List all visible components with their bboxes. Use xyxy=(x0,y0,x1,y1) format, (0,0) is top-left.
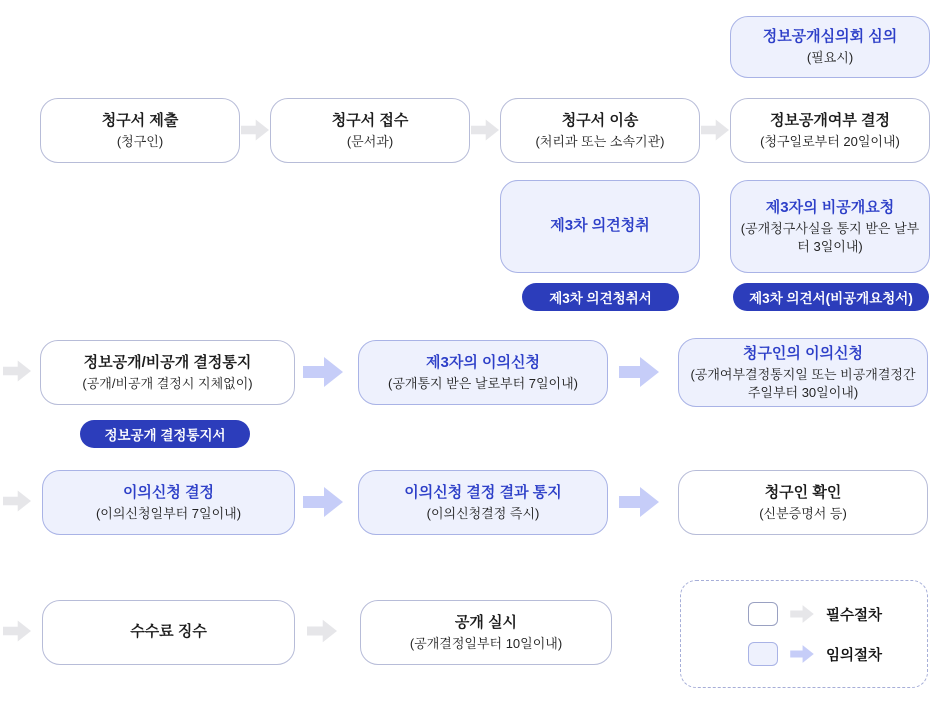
flow-arrow-right-icon xyxy=(618,355,660,389)
legend-optional-label: 임의절차 xyxy=(826,647,883,664)
box-title: 정보공개/비공개 결정통지 xyxy=(83,353,252,371)
flow-arrow-right-icon xyxy=(3,358,31,384)
badge-decision-notice-doc: 정보공개 결정통지서 xyxy=(80,420,250,448)
optional-step-swatch xyxy=(748,642,778,666)
badge-third-party-opinion-doc: 제3차 의견서(비공개요청서) xyxy=(733,283,929,311)
flow-arrow-right-icon xyxy=(307,618,337,644)
box-title: 제3자의 이의신청 xyxy=(426,353,540,371)
legend-required-label: 필수절차 xyxy=(826,607,883,624)
box-title: 수수료 징수 xyxy=(130,623,207,641)
box-title: 제3자의 비공개요청 xyxy=(765,198,895,216)
box-title: 청구서 제출 xyxy=(101,111,179,129)
box-title: 제3차 의견청취 xyxy=(550,217,650,235)
flow-arrow-right-icon xyxy=(241,118,269,142)
box-subtitle: (공개여부결정통지일 또는 비공개결정간주일부터 30일이내) xyxy=(690,367,916,400)
flow-arrow-right-icon xyxy=(302,355,344,389)
box-title: 청구인 확인 xyxy=(764,483,842,501)
badge-third-party-hearing-doc: 제3차 의견청취서 xyxy=(522,283,679,311)
box-request-submit xyxy=(40,98,240,163)
box-title: 이의신청 결정 xyxy=(122,483,215,501)
flow-arrow-right-icon xyxy=(701,118,729,142)
box-disclosure-execution xyxy=(360,600,612,665)
box-subtitle: (문서과) xyxy=(346,133,394,149)
box-title: 이의신청 결정 결과 통지 xyxy=(404,483,562,501)
box-disclosure-review-committee xyxy=(730,16,930,78)
box-decision-notice xyxy=(40,340,295,405)
box-third-party-hearing xyxy=(500,180,700,273)
flow-arrow-right-icon xyxy=(790,644,814,664)
box-subtitle: (공개결정일부터 10일이내) xyxy=(409,635,563,651)
box-title: 청구서 이송 xyxy=(561,111,639,129)
box-objection-decision xyxy=(42,470,295,535)
legend-item-optional xyxy=(748,642,882,666)
box-title: 정보공개심의회 심의 xyxy=(762,28,898,46)
flow-arrow-right-icon xyxy=(790,604,814,624)
flow-arrow-right-icon xyxy=(302,485,344,519)
box-title: 정보공개여부 결정 xyxy=(769,111,891,129)
box-request-receive xyxy=(270,98,470,163)
box-subtitle: (청구인) xyxy=(116,133,164,149)
box-title: 청구서 접수 xyxy=(331,111,409,129)
box-title: 공개 실시 xyxy=(454,613,518,631)
box-third-party-nondisclosure-request xyxy=(730,180,930,273)
legend-item-required xyxy=(748,602,882,626)
box-fee-collection xyxy=(42,600,295,665)
flow-arrow-right-icon xyxy=(3,618,31,644)
legend-box xyxy=(680,580,928,688)
flow-arrow-right-icon xyxy=(618,485,660,519)
box-third-party-objection xyxy=(358,340,608,405)
box-claimant-verify xyxy=(678,470,928,535)
box-subtitle: (공개통지 받은 날로부터 7일이내) xyxy=(388,375,578,391)
required-step-swatch xyxy=(748,602,778,626)
box-subtitle: (이의신청결정 즉시) xyxy=(426,505,540,521)
box-claimant-objection xyxy=(678,338,928,407)
box-subtitle: (신분증명서 등) xyxy=(759,505,847,521)
box-request-transfer xyxy=(500,98,700,163)
flow-arrow-right-icon xyxy=(471,118,499,142)
box-subtitle: (청구일로부터 20일이내) xyxy=(760,133,900,149)
box-subtitle: (이의신청일부터 7일이내) xyxy=(95,505,242,521)
box-objection-result-notice xyxy=(358,470,608,535)
box-subtitle: (공개청구사실을 통지 받은 날부터 3일이내) xyxy=(740,221,920,254)
box-subtitle: (공개/비공개 결정시 지체없이) xyxy=(82,375,253,391)
flow-arrow-right-icon xyxy=(3,488,31,514)
box-subtitle: (처리과 또는 소속기관) xyxy=(535,133,665,149)
box-disclosure-decision xyxy=(730,98,930,163)
box-subtitle: (필요시) xyxy=(806,50,854,66)
box-title: 청구인의 이의신청 xyxy=(742,344,864,362)
